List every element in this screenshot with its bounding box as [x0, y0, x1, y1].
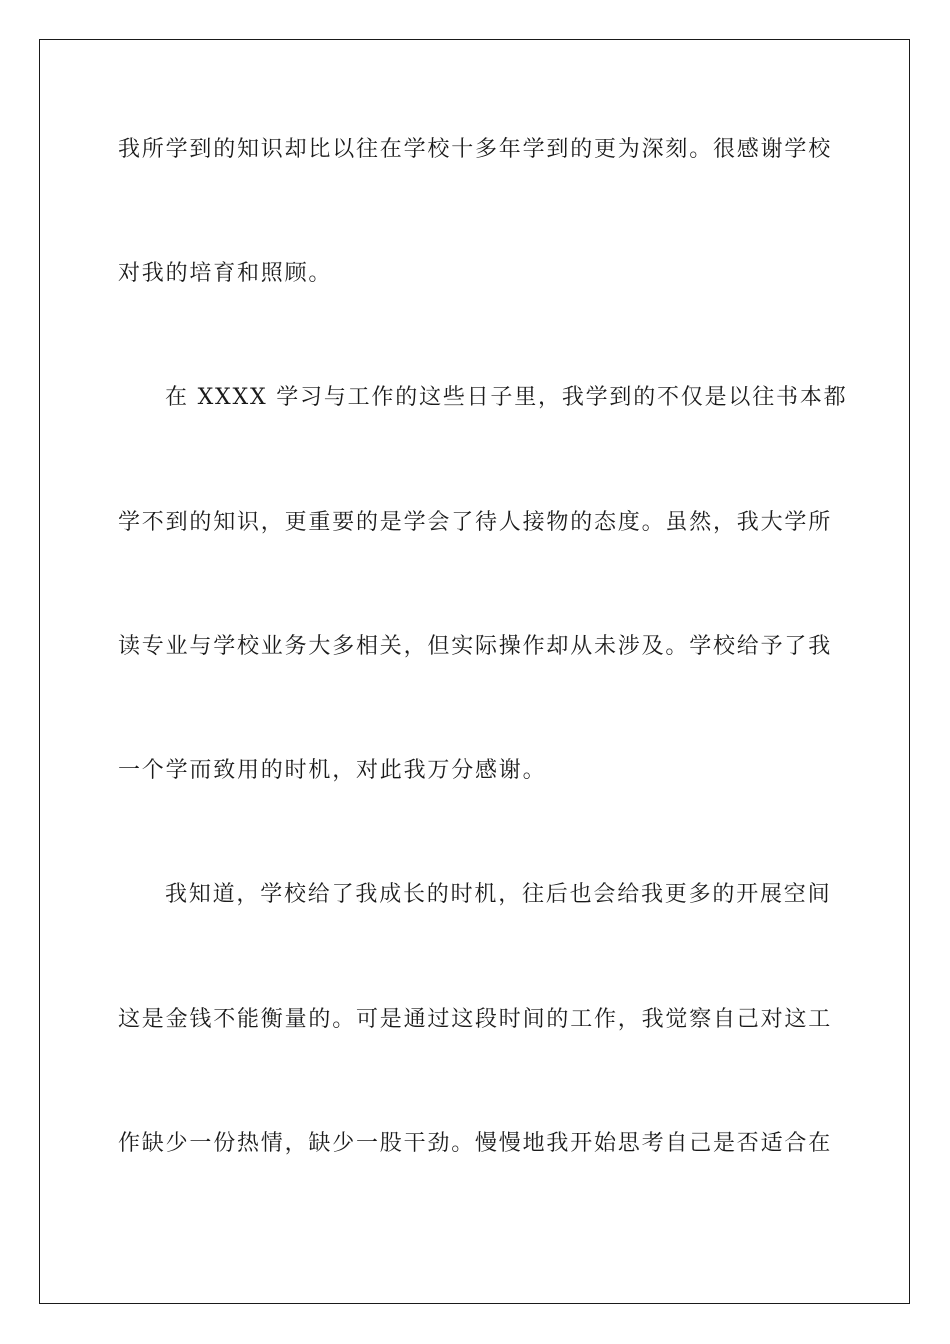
paragraph-line: 我所学到的知识却比以往在学校十多年学到的更为深刻。很感谢学校	[118, 137, 833, 162]
paragraph-line: 一个学而致用的时机，对此我万分感谢。	[118, 758, 547, 783]
paragraph-line: 在 XXXX 学习与工作的这些日子里，我学到的不仅是以往书本都	[165, 385, 848, 410]
paragraph-line: 我知道，学校给了我成长的时机，往后也会给我更多的开展空间	[165, 882, 832, 907]
paragraph-line: 作缺少一份热情，缺少一股干劲。慢慢地我开始思考自己是否适合在	[118, 1131, 833, 1156]
paragraph-line: 学不到的知识，更重要的是学会了待人接物的态度。虽然，我大学所	[118, 510, 833, 535]
paragraph-line: 这是金钱不能衡量的。可是通过这段时间的工作，我觉察自己对这工	[118, 1007, 833, 1032]
paragraph-line: 对我的培育和照顾。	[118, 261, 333, 286]
document-page	[39, 39, 910, 1304]
paragraph-line: 读专业与学校业务大多相关，但实际操作却从未涉及。学校给予了我	[118, 634, 833, 659]
